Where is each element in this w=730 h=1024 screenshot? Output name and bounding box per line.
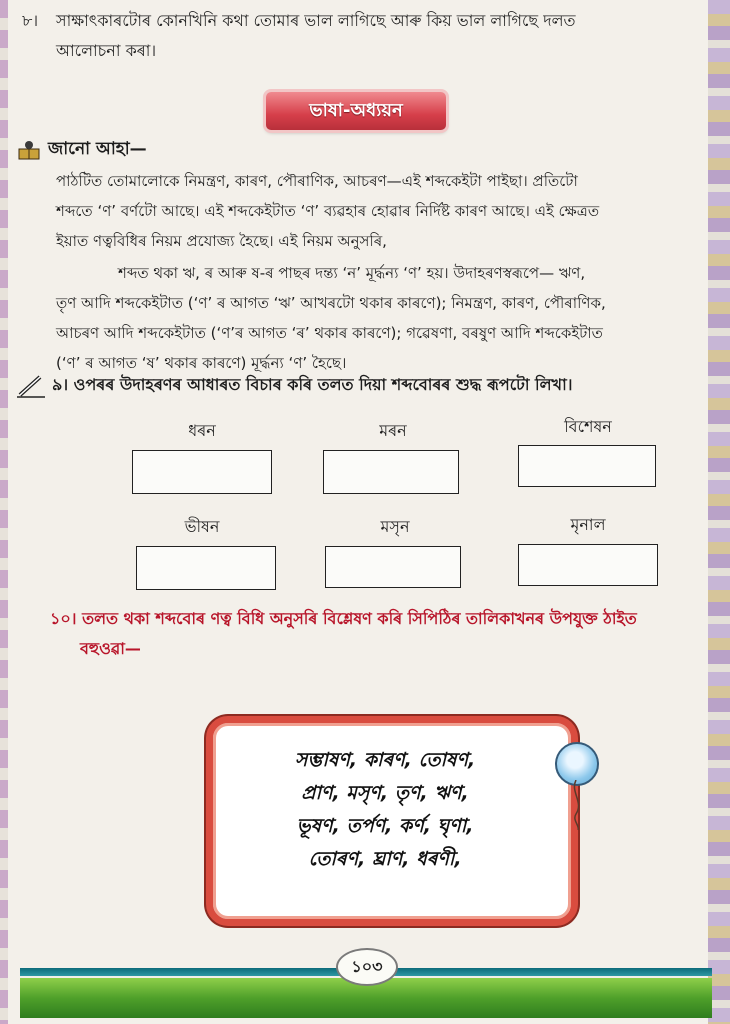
answer-box-3[interactable] [518, 445, 656, 487]
word-label-5: মসৃন [380, 517, 410, 536]
right-decorative-border [708, 0, 730, 1024]
book-reader-icon [18, 140, 40, 160]
word-label-4: ভীষন [184, 517, 220, 536]
question-9 [16, 372, 572, 399]
paragraph-2 [56, 258, 706, 378]
paragraph-2-line-4: (‘ণ’ ৰ আগত ‘ষ’ থকাৰ কাৰণে) মূৰ্দ্ধন্য ‘ণ’ হৈছে। [56, 354, 347, 372]
question-10-line-1: ১০। তলত থকা শব্দবোৰ ণত্ব বিধি অনুসৰি বিশ্লেষণ কৰি সিপিঠিৰ তালিকাখনৰ উপযুক্ত ঠাইত [50, 609, 637, 628]
paragraph-2-line-1: শব্দত থকা ঋ, ৰ আৰু ষ-ৰ পাছৰ দন্ত্য ‘ন’ মূৰ্দ্ধন্য ‘ণ’ হয়। উদাহৰণস্বৰূপে— ঋণ, [118, 264, 586, 282]
word-list-line-4: তোৰণ, ঘ্ৰাণ, ধৰণী, [308, 848, 462, 870]
jano-aha-label: জানো আহা— [48, 139, 147, 159]
jano-aha-heading [18, 136, 147, 164]
word-list-line-3: ভূষণ, তৰ্পণ, কৰ্ণ, ঘৃণা, [296, 815, 474, 837]
balloon-string-icon [568, 780, 588, 830]
answer-box-6[interactable] [518, 544, 658, 586]
word-list [226, 744, 544, 876]
page-number: ১০৩ [336, 948, 398, 986]
question-8-number: ৮। [22, 11, 39, 30]
paragraph-1 [56, 166, 706, 256]
question-8-line-1: সাক্ষাৎকাৰটোৰ কোনখিনি কথা তোমাৰ ভাল লাগিছে আৰু কিয় ভাল লাগিছে দলত [56, 11, 576, 30]
paragraph-2-line-2: তৃণ আদি শব্দকেইটাত (‘ণ’ ৰ আগত ‘ঋ’ আখৰটো থকাৰ কাৰণে); নিমন্ত্রণ, কাৰণ, পৌৰাণিক, [56, 294, 606, 312]
word-list-line-2: প্ৰাণ, মসৃণ, তৃণ, ঋণ, [301, 782, 469, 804]
word-label-1: ধৰন [188, 421, 216, 440]
question-10 [50, 604, 710, 664]
left-decorative-border [0, 0, 8, 1024]
word-label-3: বিশেষন [564, 417, 612, 436]
paragraph-2-line-3: আচৰণ আদি শব্দকেইটাত (‘ণ’ৰ আগত ‘ৰ’ থকাৰ কাৰণে); গৱেষণা, বৰষুণ আদি শব্দকেইটাত [56, 324, 603, 342]
paragraph-1-line-3: ইয়াত ণত্ববিধিৰ নিয়ম প্ৰযোজ্য হৈছে। এই নিয়ম অনুসৰি, [56, 232, 387, 250]
paragraph-1-line-2: শব্দতে ‘ণ’ বৰ্ণটো আছে। এই শব্দকেইটাত ‘ণ’ ব্যৱহাৰ হোৱাৰ নিৰ্দিষ্ট কাৰণ আছে। এই ক্ষেত্ৰত [56, 202, 600, 220]
word-label-6: মৃনাল [570, 515, 606, 534]
paragraph-1-line-1: পাঠটিত তোমালোকে নিমন্ত্রণ, কাৰণ, পৌৰাণিক, আচৰণ—এই শব্দকেইটা পাইছা। প্ৰতিটো [56, 172, 578, 190]
answer-box-4[interactable] [136, 546, 276, 590]
question-10-line-2: বহুওৱা— [80, 639, 141, 658]
pencil-icon [16, 373, 46, 399]
answer-box-5[interactable] [325, 546, 461, 588]
word-list-line-1: সম্ভাষণ, কাৰণ, তোষণ, [294, 749, 476, 771]
word-label-2: মৰন [379, 421, 407, 440]
question-8 [22, 6, 712, 66]
answer-box-2[interactable] [323, 450, 459, 494]
question-9-text: ৯। ওপৰৰ উদাহৰণৰ আধাৰত বিচাৰ কৰি তলত দিয়া শব্দবোৰৰ শুদ্ধ ৰূপটো লিখা। [52, 375, 573, 394]
section-banner: ভাষা-অধ্যয়ন [266, 92, 446, 130]
answer-box-1[interactable] [132, 450, 272, 494]
question-8-line-2: আলোচনা কৰা। [56, 41, 157, 60]
